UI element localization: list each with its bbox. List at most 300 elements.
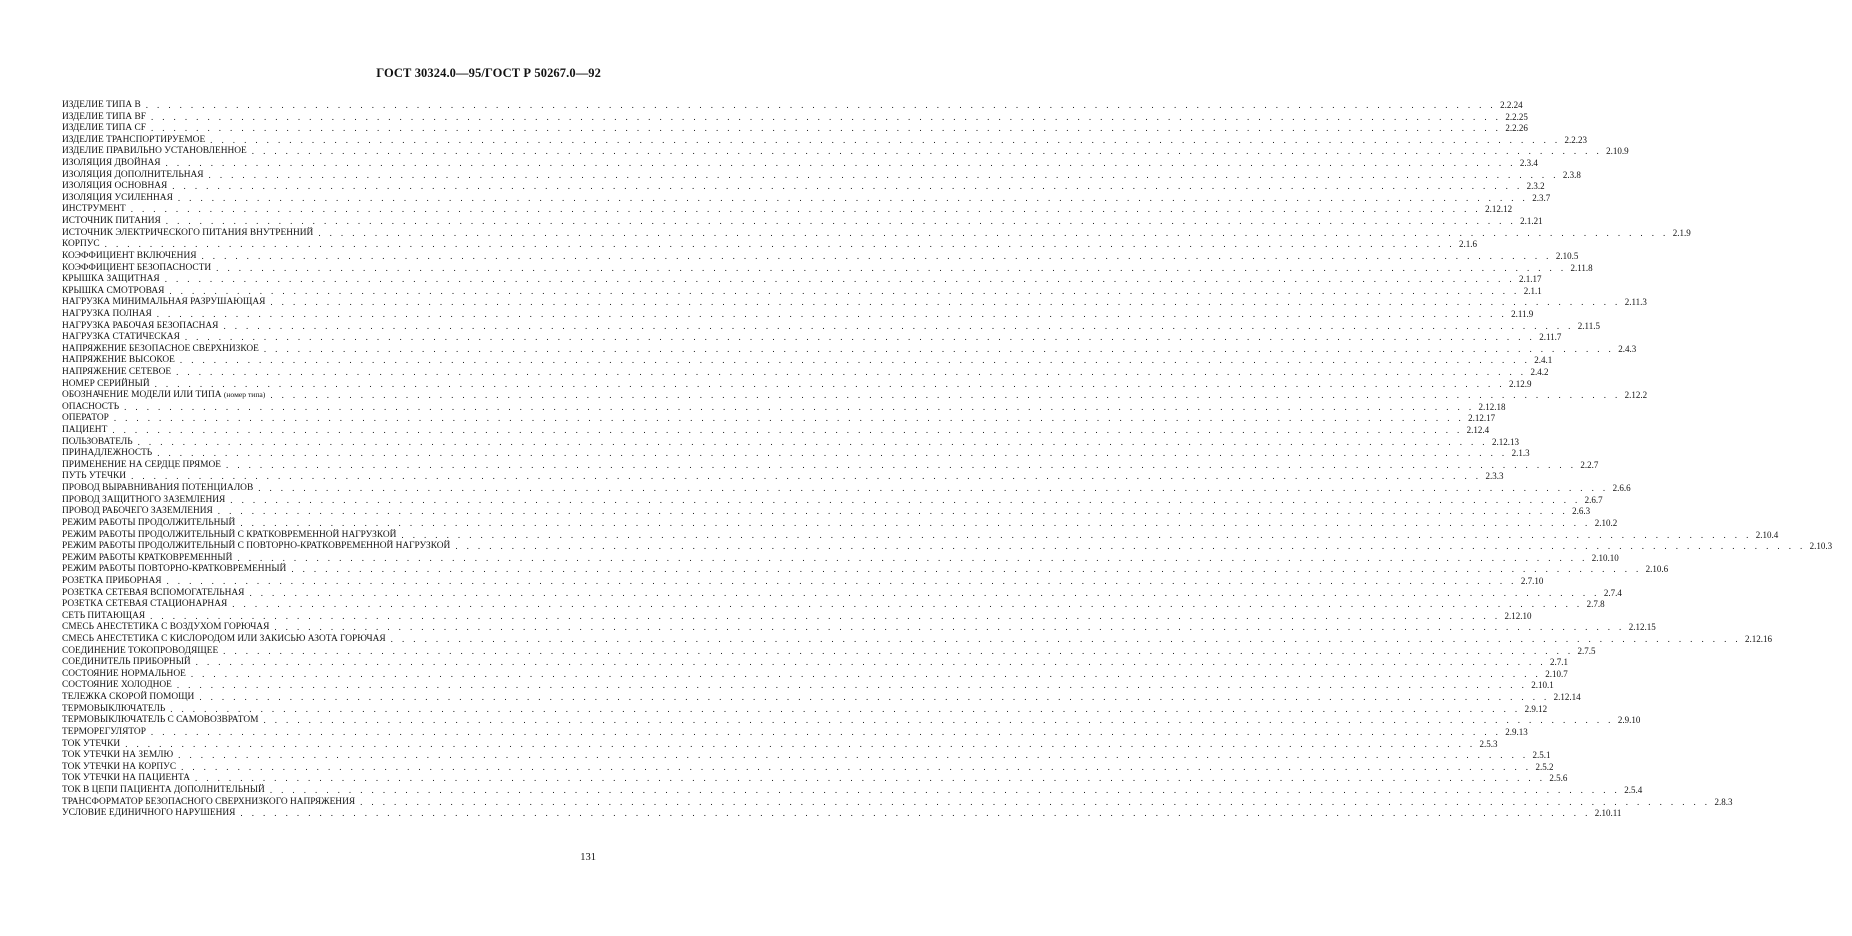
index-reference: 2.5.4: [1624, 784, 1643, 795]
index-term: [62, 146, 247, 158]
index-reference: 2.2.24: [1500, 99, 1523, 110]
index-term-text: НАГРУЗКА РАБОЧАЯ БЕЗОПАСНАЯ: [62, 320, 219, 331]
dot-leader: . . . . . . . . . . . . . . . . . . . . . . . . . . . . . . . . . . . . . . . . . . . . . . . . . . . . . . . . . . . . . . . . . . . . . . . . . . . . . . . . . . . . . . . . . . . . . . . . . . . . . . . . . . . . . . . . . . . . . . . .: [291, 564, 1642, 575]
dot-leader: . . . . . . . . . . . . . . . . . . . . . . . . . . . . . . . . . . . . . . . . . . . . . . . . . . . . . . . . . . . . . . . . . . . . . . . . . . . . . . . . . . . . . . . . . . . . . . . . . . . . . . . . . . . . . . . . . . . . . . . .: [181, 761, 1532, 772]
index-term-text: СОСТОЯНИЕ НОРМАЛЬНОЕ: [62, 668, 186, 679]
index-term-text: ПРОВОД ВЫРАВНИВАНИЯ ПОТЕНЦИАЛОВ: [62, 483, 254, 494]
dot-leader: . . . . . . . . . . . . . . . . . . . . . . . . . . . . . . . . . . . . . . . . . . . . . . . . . . . . . . . . . . . . . . . . . . . . . . . . . . . . . . . . . . . . . . . . . . . . . . . . . . . . . . . . . . . . . . . . . . . . . . . .: [157, 448, 1508, 459]
index-entry: [62, 448, 1530, 460]
index-term-text: КОЭФФИЦИЕНТ ВКЛЮЧЕНИЯ: [62, 250, 197, 261]
index-term: [62, 785, 265, 797]
index-entry: [62, 773, 1568, 785]
index-term: [62, 355, 175, 367]
dot-leader: . . . . . . . . . . . . . . . . . . . . . . . . . . . . . . . . . . . . . . . . . . . . . . . . . . . . . . . . . . . . . . . . . . . . . . . . . . . . . . . . . . . . . . . . . . . . . . . . . . . . . . . . . . . . . . . . . . . . . . . .: [401, 529, 1752, 540]
dot-leader: . . . . . . . . . . . . . . . . . . . . . . . . . . . . . . . . . . . . . . . . . . . . . . . . . . . . . . . . . . . . . . . . . . . . . . . . . . . . . . . . . . . . . . . . . . . . . . . . . . . . . . . . . . . . . . . . . . . . . . . .: [199, 692, 1550, 703]
index-reference: 2.3.8: [1562, 169, 1581, 180]
index-term: [62, 193, 173, 205]
index-term-text: СОСТОЯНИЕ ХОЛОДНОЕ: [62, 680, 172, 691]
dot-leader: . . . . . . . . . . . . . . . . . . . . . . . . . . . . . . . . . . . . . . . . . . . . . . . . . . . . . . . . . . . . . . . . . . . . . . . . . . . . . . . . . . . . . . . . . . . . . . . . . . . . . . . . . . . . . . . . . . . . . . . .: [154, 378, 1505, 389]
index-term-text: ИНСТРУМЕНТ: [62, 204, 126, 215]
index-term-text: НАПРЯЖЕНИЕ ВЫСОКОЕ: [62, 355, 175, 366]
index-reference: 2.4.3: [1618, 343, 1637, 354]
index-entry: [62, 761, 1554, 774]
dot-leader: . . . . . . . . . . . . . . . . . . . . . . . . . . . . . . . . . . . . . . . . . . . . . . . . . . . . . . . . . . . . . . . . . . . . . . . . . . . . . . . . . . . . . . . . . . . . . . . . . . . . . . . . . . . . . . . . . . . . . . . .: [177, 192, 1529, 203]
index-term-text: ИСТОЧНИК ЭЛЕКТРИЧЕСКОГО ПИТАНИЯ ВНУТРЕННИЙ: [62, 227, 314, 238]
index-reference: 2.3.3: [1485, 471, 1504, 482]
index-term-note: (номер типа): [223, 390, 266, 400]
index-entry: [62, 262, 1593, 275]
index-term-text: ТОК В ЦЕПИ ПАЦИЕНТА ДОПОЛНИТЕЛЬНЫЙ: [62, 784, 265, 795]
index-entry: [62, 796, 1733, 809]
index-term-text: ПРОВОД ЗАЩИТНОГО ЗАЗЕМЛЕНИЯ: [62, 494, 226, 505]
index-entry: [62, 99, 1523, 112]
index-entry: [62, 216, 1543, 228]
dot-leader: . . . . . . . . . . . . . . . . . . . . . . . . . . . . . . . . . . . . . . . . . . . . . . . . . . . . . . . . . . . . . . . . . . . . . . . . . . . . . . . . . . . . . . . . . . . . . . . . . . . . . . . . . . . . . . . . . . . . . . . .: [360, 796, 1711, 807]
index-reference: 2.12.4: [1466, 425, 1490, 436]
index-term: [62, 495, 225, 507]
index-term-text: ИСТОЧНИК ПИТАНИЯ: [62, 216, 161, 227]
index-reference: 2.2.25: [1505, 111, 1528, 122]
index-entry: [62, 367, 1549, 379]
index-term: [62, 135, 205, 147]
index-entry: [62, 703, 1548, 716]
dot-leader: . . . . . . . . . . . . . . . . . . . . . . . . . . . . . . . . . . . . . . . . . . . . . . . . . . . . . . . . . . . . . . . . . . . . . . . . . . . . . . . . . . . . . . . . . . . . . . . . . . . . . . . . . . . . . . . . . . . . . . . .: [232, 599, 1583, 610]
index-entry: [62, 541, 1833, 553]
index-entry: [62, 483, 1631, 495]
dot-leader: . . . . . . . . . . . . . . . . . . . . . . . . . . . . . . . . . . . . . . . . . . . . . . . . . . . . . . . . . . . . . . . . . . . . . . . . . . . . . . . . . . . . . . . . . . . . . . . . . . . . . . . . . . . . . . . . . . . . . . . .: [169, 285, 1520, 296]
document-header: ГОСТ 30324.0—95/ГОСТ Р 50267.0—92: [376, 66, 601, 80]
index-term: [62, 808, 235, 820]
index-entry: [62, 668, 1568, 681]
dot-leader: . . . . . . . . . . . . . . . . . . . . . . . . . . . . . . . . . . . . . . . . . . . . . . . . . . . . . . . . . . . . . . . . . . . . . . . . . . . . . . . . . . . . . . . . . . . . . . . . . . . . . . . . . . . . . . . . . . . . . . . .: [201, 250, 1552, 261]
index-term-text: ТЕРМОВЫКЛЮЧАТЕЛЬ С САМОВОЗВРАТОМ: [62, 715, 259, 726]
index-term-text: НОМЕР СЕРИЙНЫЙ: [62, 378, 150, 389]
dot-leader: . . . . . . . . . . . . . . . . . . . . . . . . . . . . . . . . . . . . . . . . . . . . . . . . . . . . . . . . . . . . . . . . . . . . . . . . . . . . . . . . . . . . . . . . . . . . . . . . . . . . . . . . . . . . . . . . . . . . . . . .: [145, 99, 1497, 110]
index-entry: [62, 204, 1513, 216]
index-term: [62, 216, 161, 228]
index-term-text: СМЕСЬ АНЕСТЕТИКА С ВОЗДУХОМ ГОРЮЧАЯ: [62, 622, 270, 633]
index-reference: 2.12.10: [1504, 610, 1532, 621]
page-number: 131: [580, 852, 596, 863]
index-term: [62, 727, 146, 739]
dot-leader: . . . . . . . . . . . . . . . . . . . . . . . . . . . . . . . . . . . . . . . . . . . . . . . . . . . . . . . . . . . . . . . . . . . . . . . . . . . . . . . . . . . . . . . . . . . . . . . . . . . . . . . . . . . . . . . . . . . . . . . .: [113, 413, 1465, 424]
dot-leader: . . . . . . . . . . . . . . . . . . . . . . . . . . . . . . . . . . . . . . . . . . . . . . . . . . . . . . . . . . . . . . . . . . . . . . . . . . . . . . . . . . . . . . . . . . . . . . . . . . . . . . . . . . . . . . . . . . . . . . . .: [164, 274, 1516, 285]
dot-leader: . . . . . . . . . . . . . . . . . . . . . . . . . . . . . . . . . . . . . . . . . . . . . . . . . . . . . . . . . . . . . . . . . . . . . . . . . . . . . . . . . . . . . . . . . . . . . . . . . . . . . . . . . . . . . . . . . . . . . . . .: [172, 181, 1523, 192]
index-reference: 2.10.7: [1545, 668, 1568, 679]
index-entry: [62, 181, 1545, 193]
index-term-text: ПРИМЕНЕНИЕ НА СЕРДЦЕ ПРЯМОЕ: [62, 459, 222, 470]
index-entry: [62, 158, 1538, 170]
index-reference: 2.11.5: [1577, 320, 1600, 331]
index-term: [62, 680, 172, 692]
index-reference: 2.11.3: [1624, 297, 1647, 308]
dot-leader: . . . . . . . . . . . . . . . . . . . . . . . . . . . . . . . . . . . . . . . . . . . . . . . . . . . . . . . . . . . . . . . . . . . . . . . . . . . . . . . . . . . . . . . . . . . . . . . . . . . . . . . . . . . . . . . . . . . . . . . .: [223, 645, 1574, 656]
index-reference: 2.11.7: [1539, 332, 1562, 343]
dot-leader: . . . . . . . . . . . . . . . . . . . . . . . . . . . . . . . . . . . . . . . . . . . . . . . . . . . . . . . . . . . . . . . . . . . . . . . . . . . . . . . . . . . . . . . . . . . . . . . . . . . . . . . . . . . . . . . . . . . . . . . .: [156, 308, 1508, 319]
index-reference: 2.10.11: [1594, 808, 1622, 819]
index-reference: 2.5.1: [1532, 750, 1551, 761]
index-term-text: ИЗОЛЯЦИЯ ОСНОВНАЯ: [62, 181, 168, 192]
index-entry: [62, 471, 1504, 484]
index-reference: 2.9.10: [1617, 715, 1641, 726]
index-reference: 2.2.7: [1580, 459, 1599, 470]
index-term-text: ИЗОЛЯЦИЯ УСИЛЕННАЯ: [62, 192, 173, 203]
index-term: [62, 239, 100, 251]
dot-leader: . . . . . . . . . . . . . . . . . . . . . . . . . . . . . . . . . . . . . . . . . . . . . . . . . . . . . . . . . . . . . . . . . . . . . . . . . . . . . . . . . . . . . . . . . . . . . . . . . . . . . . . . . . . . . . . . . . . . . . . .: [150, 123, 1502, 134]
index-term: [62, 367, 171, 379]
index-term: [62, 657, 191, 669]
dot-leader: . . . . . . . . . . . . . . . . . . . . . . . . . . . . . . . . . . . . . . . . . . . . . . . . . . . . . . . . . . . . . . . . . . . . . . . . . . . . . . . . . . . . . . . . . . . . . . . . . . . . . . . . . . . . . . . . . . . . . . . .: [179, 355, 1531, 366]
index-term: [62, 750, 173, 762]
dot-leader: . . . . . . . . . . . . . . . . . . . . . . . . . . . . . . . . . . . . . . . . . . . . . . . . . . . . . . . . . . . . . . . . . . . . . . . . . . . . . . . . . . . . . . . . . . . . . . . . . . . . . . . . . . . . . . . . . . . . . . . .: [112, 425, 1463, 436]
index-reference: 2.2.26: [1505, 123, 1528, 134]
index-term: [62, 576, 161, 588]
index-reference: 2.6.3: [1572, 506, 1591, 517]
index-reference: 2.12.18: [1478, 401, 1506, 412]
index-term-text: РЕЖИМ РАБОТЫ ПОВТОРНО-КРАТКОВРЕМЕННЫЙ: [62, 564, 287, 575]
index-term-text: РОЗЕТКА СЕТЕВАЯ ВСПОМОГАТЕЛЬНАЯ: [62, 587, 245, 598]
index-term: [62, 471, 126, 483]
index-term: [62, 228, 313, 240]
index-term: [62, 634, 386, 646]
index-term: [62, 518, 235, 530]
dot-leader: . . . . . . . . . . . . . . . . . . . . . . . . . . . . . . . . . . . . . . . . . . . . . . . . . . . . . . . . . . . . . . . . . . . . . . . . . . . . . . . . . . . . . . . . . . . . . . . . . . . . . . . . . . . . . . . . . . . . . . . .: [165, 158, 1516, 169]
index-term: [62, 263, 211, 275]
index-term: [62, 158, 161, 170]
index-reference: 2.12.9: [1508, 378, 1532, 389]
index-term-text: РЕЖИМ РАБОТЫ ПРОДОЛЖИТЕЛЬНЫЙ: [62, 517, 236, 528]
index-reference: 2.6.7: [1584, 494, 1603, 505]
index-reference: 2.10.4: [1755, 529, 1779, 540]
index-term: [62, 309, 152, 321]
index-term-text: КРЫШКА СМОТРОВАЯ: [62, 285, 165, 296]
index-reference: 2.3.2: [1526, 181, 1545, 192]
index-reference: 2.3.4: [1519, 158, 1538, 169]
index-term: [62, 332, 180, 344]
index-term-text: ТОК УТЕЧКИ НА КОРПУС: [62, 761, 177, 772]
index-term: [62, 506, 213, 518]
dot-leader: . . . . . . . . . . . . . . . . . . . . . . . . . . . . . . . . . . . . . . . . . . . . . . . . . . . . . . . . . . . . . . . . . . . . . . . . . . . . . . . . . . . . . . . . . . . . . . . . . . . . . . . . . . . . . . . . . . . . . . . .: [137, 436, 1488, 447]
dot-leader: . . . . . . . . . . . . . . . . . . . . . . . . . . . . . . . . . . . . . . . . . . . . . . . . . . . . . . . . . . . . . . . . . . . . . . . . . . . . . . . . . . . . . . . . . . . . . . . . . . . . . . . . . . . . . . . . . . . . . . . .: [124, 401, 1475, 412]
index-term-text: ОПАСНОСТЬ: [62, 401, 120, 412]
dot-leader: . . . . . . . . . . . . . . . . . . . . . . . . . . . . . . . . . . . . . . . . . . . . . . . . . . . . . . . . . . . . . . . . . . . . . . . . . . . . . . . . . . . . . . . . . . . . . . . . . . . . . . . . . . . . . . . . . . . . . . . .: [104, 239, 1456, 250]
index-reference: 2.4.2: [1530, 367, 1549, 377]
index-entry: [62, 192, 1551, 205]
index-entry: [62, 146, 1629, 158]
index-entry: [62, 250, 1579, 263]
index-term: [62, 181, 167, 193]
index-term-text: ТРАНСФОРМАТОР БЕЗОПАСНОГО СВЕРХНИЗКОГО НАПРЯЖЕНИЯ: [62, 796, 356, 807]
index-term-text: КОЭФФИЦИЕНТ БЕЗОПАСНОСТИ: [62, 262, 212, 273]
dot-leader: . . . . . . . . . . . . . . . . . . . . . . . . . . . . . . . . . . . . . . . . . . . . . . . . . . . . . . . . . . . . . . . . . . . . . . . . . . . . . . . . . . . . . . . . . . . . . . . . . . . . . . . . . . . . . . . . . . . . . . . .: [195, 773, 1546, 784]
index-entry: [62, 784, 1643, 797]
index-term: [62, 297, 265, 309]
index-reference: 2.10.3: [1809, 541, 1833, 552]
index-reference: 2.2.23: [1564, 134, 1588, 145]
index-entry: [62, 680, 1554, 692]
index-entry: [62, 610, 1532, 623]
index-reference: 2.8.3: [1714, 796, 1733, 807]
index-reference: 2.3.7: [1532, 192, 1551, 203]
index-term-text: ТЕРМОРЕГУЛЯТОР: [62, 726, 146, 737]
dot-leader: . . . . . . . . . . . . . . . . . . . . . . . . . . . . . . . . . . . . . . . . . . . . . . . . . . . . . . . . . . . . . . . . . . . . . . . . . . . . . . . . . . . . . . . . . . . . . . . . . . . . . . . . . . . . . . . . . . . . . . . .: [274, 622, 1625, 633]
index-term: [62, 321, 218, 333]
dot-leader: . . . . . . . . . . . . . . . . . . . . . . . . . . . . . . . . . . . . . . . . . . . . . . . . . . . . . . . . . . . . . . . . . . . . . . . . . . . . . . . . . . . . . . . . . . . . . . . . . . . . . . . . . . . . . . . . . . . . . . . .: [165, 216, 1517, 227]
index-reference: 2.12.13: [1491, 436, 1519, 447]
index-reference: 2.1.3: [1511, 448, 1530, 459]
index-reference: 2.1.1: [1523, 285, 1542, 296]
index-term-text: ТОК УТЕЧКИ: [62, 738, 121, 749]
index-entry: [62, 459, 1599, 472]
index-term: [62, 564, 286, 576]
index-term-text: ИЗОЛЯЦИЯ ДОПОЛНИТЕЛЬНАЯ: [62, 169, 204, 180]
dot-leader: . . . . . . . . . . . . . . . . . . . . . . . . . . . . . . . . . . . . . . . . . . . . . . . . . . . . . . . . . . . . . . . . . . . . . . . . . . . . . . . . . . . . . . . . . . . . . . . . . . . . . . . . . . . . . . . . . . . . . . . .: [263, 343, 1615, 354]
index-reference: 2.12.14: [1553, 692, 1581, 703]
index-term: [62, 437, 133, 449]
index-entry: [62, 297, 1647, 309]
index-reference: 2.5.2: [1535, 761, 1554, 772]
dot-leader: . . . . . . . . . . . . . . . . . . . . . . . . . . . . . . . . . . . . . . . . . . . . . . . . . . . . . . . . . . . . . . . . . . . . . . . . . . . . . . . . . . . . . . . . . . . . . . . . . . . . . . . . . . . . . . . . . . . . . . . .: [270, 390, 1621, 401]
index-entry: [62, 634, 1773, 646]
dot-leader: . . . . . . . . . . . . . . . . . . . . . . . . . . . . . . . . . . . . . . . . . . . . . . . . . . . . . . . . . . . . . . . . . . . . . . . . . . . . . . . . . . . . . . . . . . . . . . . . . . . . . . . . . . . . . . . . . . . . . . . .: [210, 134, 1561, 145]
dot-leader: . . . . . . . . . . . . . . . . . . . . . . . . . . . . . . . . . . . . . . . . . . . . . . . . . . . . . . . . . . . . . . . . . . . . . . . . . . . . . . . . . . . . . . . . . . . . . . . . . . . . . . . . . . . . . . . . . . . . . . . .: [249, 587, 1600, 598]
index-term-text: ОПЕРАТОР: [62, 413, 109, 424]
index-term: [62, 100, 141, 112]
index-term: [62, 704, 165, 716]
index-entry: [62, 239, 1478, 251]
index-term: [62, 588, 244, 600]
index-term: [62, 402, 119, 414]
index-term-text: ПУТЬ УТЕЧКИ: [62, 471, 127, 482]
index-term-text: СОЕДИНЕНИЕ ТОКОПРОВОДЯЩЕЕ: [62, 645, 219, 656]
index-reference: 2.12.12: [1485, 204, 1513, 215]
index-reference: 2.1.6: [1459, 239, 1478, 250]
index-reference: 2.12.15: [1628, 622, 1656, 633]
index-term-text: РЕЖИМ РАБОТЫ КРАТКОВРЕМЕННЫЙ: [62, 552, 233, 563]
dot-leader: . . . . . . . . . . . . . . . . . . . . . . . . . . . . . . . . . . . . . . . . . . . . . . . . . . . . . . . . . . . . . . . . . . . . . . . . . . . . . . . . . . . . . . . . . . . . . . . . . . . . . . . . . . . . . . . . . . . . . . . .: [226, 459, 1577, 470]
index-term-text: РЕЖИМ РАБОТЫ ПРОДОЛЖИТЕЛЬНЫЙ С КРАТКОВРЕМЕННОЙ НАГРУЗКОЙ: [62, 529, 397, 540]
index-term-text: ПРИНАДЛЕЖНОСТЬ: [62, 448, 153, 459]
index-term-text: ТЕРМОВЫКЛЮЧАТЕЛЬ: [62, 703, 166, 714]
index-term-text: ОБОЗНАЧЕНИЕ МОДЕЛИ ИЛИ ТИПА: [62, 390, 222, 401]
index-term: [62, 344, 259, 356]
index-term-text: РОЗЕТКА ПРИБОРНАЯ: [62, 575, 162, 586]
index-reference: 2.11.9: [1511, 308, 1534, 319]
index-entry: [62, 320, 1600, 333]
index-term: [62, 622, 269, 634]
dot-leader: . . . . . . . . . . . . . . . . . . . . . . . . . . . . . . . . . . . . . . . . . . . . . . . . . . . . . . . . . . . . . . . . . . . . . . . . . . . . . . . . . . . . . . . . . . . . . . . . . . . . . . . . . . . . . . . . . . . . . . . .: [178, 750, 1529, 761]
index-reference: 2.10.1: [1531, 680, 1554, 691]
index-term: [62, 286, 164, 298]
dot-leader: . . . . . . . . . . . . . . . . . . . . . . . . . . . . . . . . . . . . . . . . . . . . . . . . . . . . . . . . . . . . . . . . . . . . . . . . . . . . . . . . . . . . . . . . . . . . . . . . . . . . . . . . . . . . . . . . . . . . . . . .: [130, 204, 1482, 215]
dot-leader: . . . . . . . . . . . . . . . . . . . . . . . . . . . . . . . . . . . . . . . . . . . . . . . . . . . . . . . . . . . . . . . . . . . . . . . . . . . . . . . . . . . . . . . . . . . . . . . . . . . . . . . . . . . . . . . . . . . . . . . .: [150, 610, 1501, 621]
index-term-text: ИЗДЕЛИЕ ТИПА CF: [62, 123, 146, 134]
index-term-text: ТЕЛЕЖКА СКОРОЙ ПОМОЩИ: [62, 692, 195, 703]
index-reference: 2.1.21: [1520, 216, 1543, 227]
index-reference: 2.10.2: [1594, 517, 1618, 528]
dot-leader: . . . . . . . . . . . . . . . . . . . . . . . . . . . . . . . . . . . . . . . . . . . . . . . . . . . . . . . . . . . . . . . . . . . . . . . . . . . . . . . . . . . . . . . . . . . . . . . . . . . . . . . . . . . . . . . . . . . . . . . .: [150, 726, 1502, 737]
index-entry: [62, 111, 1528, 124]
index-term: [62, 204, 126, 216]
index-term-text: НАГРУЗКА СТАТИЧЕСКАЯ: [62, 332, 180, 343]
index-reference: 2.10.5: [1555, 250, 1579, 261]
index-term: [62, 797, 355, 809]
dot-leader: . . . . . . . . . . . . . . . . . . . . . . . . . . . . . . . . . . . . . . . . . . . . . . . . . . . . . . . . . . . . . . . . . . . . . . . . . . . . . . . . . . . . . . . . . . . . . . . . . . . . . . . . . . . . . . . . . . . . . . . .: [318, 227, 1669, 238]
index-reference: 2.7.4: [1603, 587, 1622, 598]
index-entry: [62, 308, 1534, 321]
index-entry: [62, 494, 1603, 507]
index-term-text: СЕТЬ ПИТАЮЩАЯ: [62, 610, 146, 621]
dot-leader: . . . . . . . . . . . . . . . . . . . . . . . . . . . . . . . . . . . . . . . . . . . . . . . . . . . . . . . . . . . . . . . . . . . . . . . . . . . . . . . . . . . . . . . . . . . . . . . . . . . . . . . . . . . . . . . . . . . . . . . .: [269, 784, 1621, 795]
index-reference: 2.5.6: [1549, 773, 1568, 784]
index-reference: 2.10.9: [1606, 146, 1629, 157]
dot-leader: . . . . . . . . . . . . . . . . . . . . . . . . . . . . . . . . . . . . . . . . . . . . . . . . . . . . . . . . . . . . . . . . . . . . . . . . . . . . . . . . . . . . . . . . . . . . . . . . . . . . . . . . . . . . . . . . . . . . . . . .: [223, 320, 1574, 331]
index-entry: [62, 726, 1528, 739]
dot-leader: . . . . . . . . . . . . . . . . . . . . . . . . . . . . . . . . . . . . . . . . . . . . . . . . . . . . . . . . . . . . . . . . . . . . . . . . . . . . . . . . . . . . . . . . . . . . . . . . . . . . . . . . . . . . . . . . . . . . . . . .: [230, 494, 1581, 505]
index-term: [62, 739, 120, 751]
index-term: [62, 413, 109, 425]
index-term-text: ИЗОЛЯЦИЯ ДВОЙНАЯ: [62, 158, 161, 169]
index-reference: 2.9.12: [1524, 703, 1548, 714]
index-reference: 2.7.8: [1586, 599, 1605, 610]
dot-leader: . . . . . . . . . . . . . . . . . . . . . . . . . . . . . . . . . . . . . . . . . . . . . . . . . . . . . . . . . . . . . . . . . . . . . . . . . . . . . . . . . . . . . . . . . . . . . . . . . . . . . . . . . . . . . . . . . . . . . . . .: [166, 575, 1517, 586]
index-entry: [62, 436, 1519, 449]
index-term-text: ТОК УТЕЧКИ НА ЗЕМЛЮ: [62, 750, 174, 761]
index-entry: [62, 517, 1618, 530]
index-entry: [62, 529, 1779, 542]
dot-leader: . . . . . . . . . . . . . . . . . . . . . . . . . . . . . . . . . . . . . . . . . . . . . . . . . . . . . . . . . . . . . . . . . . . . . . . . . . . . . . . . . . . . . . . . . . . . . . . . . . . . . . . . . . . . . . . . . . . . . . . .: [176, 367, 1527, 377]
index-term: [62, 762, 176, 774]
index-term: [62, 425, 107, 437]
index-term-text: ПОЛЬЗОВАТЕЛЬ: [62, 436, 133, 447]
index-entry: [62, 343, 1637, 356]
index-entry: [62, 227, 1691, 240]
dot-leader: . . . . . . . . . . . . . . . . . . . . . . . . . . . . . . . . . . . . . . . . . . . . . . . . . . . . . . . . . . . . . . . . . . . . . . . . . . . . . . . . . . . . . . . . . . . . . . . . . . . . . . . . . . . . . . . . . . . . . . . .: [216, 262, 1567, 273]
index-entry: [62, 413, 1496, 425]
dot-leader: . . . . . . . . . . . . . . . . . . . . . . . . . . . . . . . . . . . . . . . . . . . . . . . . . . . . . . . . . . . . . . . . . . . . . . . . . . . . . . . . . . . . . . . . . . . . . . . . . . . . . . . . . . . . . . . . . . . . . . . .: [237, 552, 1588, 563]
index-term: [62, 170, 204, 182]
dot-leader: . . . . . . . . . . . . . . . . . . . . . . . . . . . . . . . . . . . . . . . . . . . . . . . . . . . . . . . . . . . . . . . . . . . . . . . . . . . . . . . . . . . . . . . . . . . . . . . . . . . . . . . . . . . . . . . . . . . . . . . .: [131, 471, 1482, 482]
dot-leader: . . . . . . . . . . . . . . . . . . . . . . . . . . . . . . . . . . . . . . . . . . . . . . . . . . . . . . . . . . . . . . . . . . . . . . . . . . . . . . . . . . . . . . . . . . . . . . . . . . . . . . . . . . . . . . . . . . . . . . . .: [270, 297, 1621, 308]
index-term-text: ИЗДЕЛИЕ ТРАНСПОРТИРУЕМОЕ: [62, 134, 206, 145]
term-index: [62, 99, 1833, 820]
index-term-text: РЕЖИМ РАБОТЫ ПРОДОЛЖИТЕЛЬНЫЙ С ПОВТОРНО-КРАТКОВРЕМЕННОЙ НАГРУЗКОЙ: [62, 541, 451, 552]
dot-leader: . . . . . . . . . . . . . . . . . . . . . . . . . . . . . . . . . . . . . . . . . . . . . . . . . . . . . . . . . . . . . . . . . . . . . . . . . . . . . . . . . . . . . . . . . . . . . . . . . . . . . . . . . . . . . . . . . . . . . . . .: [258, 483, 1609, 494]
index-entry: [62, 564, 1669, 576]
index-term: [62, 112, 146, 124]
index-entry: [62, 575, 1544, 588]
dot-leader: . . . . . . . . . . . . . . . . . . . . . . . . . . . . . . . . . . . . . . . . . . . . . . . . . . . . . . . . . . . . . . . . . . . . . . . . . . . . . . . . . . . . . . . . . . . . . . . . . . . . . . . . . . . . . . . . . . . . . . . .: [190, 668, 1542, 679]
index-term-text: УСЛОВИЕ ЕДИНИЧНОГО НАРУШЕНИЯ: [62, 808, 236, 819]
index-reference: 2.7.10: [1520, 575, 1544, 586]
index-entry: [62, 332, 1562, 344]
index-entry: [62, 622, 1656, 634]
index-term-text: ТОК УТЕЧКИ НА ПАЦИЕНТА: [62, 773, 191, 784]
index-entry: [62, 285, 1542, 298]
dot-leader: . . . . . . . . . . . . . . . . . . . . . . . . . . . . . . . . . . . . . . . . . . . . . . . . . . . . . . . . . . . . . . . . . . . . . . . . . . . . . . . . . . . . . . . . . . . . . . . . . . . . . . . . . . . . . . . . . . . . . . . .: [240, 808, 1591, 819]
index-term-text: НАГРУЗКА МИНИМАЛЬНАЯ РАЗРУШАЮЩАЯ: [62, 297, 266, 308]
index-entry: [62, 599, 1605, 611]
index-term: [62, 483, 253, 495]
index-term-text: ИЗДЕЛИЕ ТИПА В: [62, 99, 141, 110]
dot-leader: . . . . . . . . . . . . . . . . . . . . . . . . . . . . . . . . . . . . . . . . . . . . . . . . . . . . . . . . . . . . . . . . . . . . . . . . . . . . . . . . . . . . . . . . . . . . . . . . . . . . . . . . . . . . . . . . . . . . . . . .: [150, 111, 1502, 122]
index-reference: 2.10.10: [1591, 552, 1619, 563]
dot-leader: . . . . . . . . . . . . . . . . . . . . . . . . . . . . . . . . . . . . . . . . . . . . . . . . . . . . . . . . . . . . . . . . . . . . . . . . . . . . . . . . . . . . . . . . . . . . . . . . . . . . . . . . . . . . . . . . . . . . . . . .: [208, 169, 1559, 180]
dot-leader: . . . . . . . . . . . . . . . . . . . . . . . . . . . . . . . . . . . . . . . . . . . . . . . . . . . . . . . . . . . . . . . . . . . . . . . . . . . . . . . . . . . . . . . . . . . . . . . . . . . . . . . . . . . . . . . . . . . . . . . .: [195, 657, 1547, 668]
index-entry: [62, 738, 1498, 751]
index-reference: 2.4.1: [1534, 355, 1553, 366]
dot-leader: . . . . . . . . . . . . . . . . . . . . . . . . . . . . . . . . . . . . . . . . . . . . . . . . . . . . . . . . . . . . . . . . . . . . . . . . . . . . . . . . . . . . . . . . . . . . . . . . . . . . . . . . . . . . . . . . . . . . . . . .: [170, 703, 1521, 714]
index-term: [62, 599, 227, 611]
index-term-text: РОЗЕТКА СЕТЕВАЯ СТАЦИОНАРНАЯ: [62, 599, 228, 610]
index-term: [62, 251, 196, 263]
index-term: [62, 646, 218, 658]
dot-leader: . . . . . . . . . . . . . . . . . . . . . . . . . . . . . . . . . . . . . . . . . . . . . . . . . . . . . . . . . . . . . . . . . . . . . . . . . . . . . . . . . . . . . . . . . . . . . . . . . . . . . . . . . . . . . . . . . . . . . . . .: [390, 634, 1742, 645]
dot-leader: . . . . . . . . . . . . . . . . . . . . . . . . . . . . . . . . . . . . . . . . . . . . . . . . . . . . . . . . . . . . . . . . . . . . . . . . . . . . . . . . . . . . . . . . . . . . . . . . . . . . . . . . . . . . . . . . . . . . . . . .: [176, 680, 1528, 691]
index-term: [62, 611, 145, 623]
index-term: [62, 530, 396, 542]
dot-leader: . . . . . . . . . . . . . . . . . . . . . . . . . . . . . . . . . . . . . . . . . . . . . . . . . . . . . . . . . . . . . . . . . . . . . . . . . . . . . . . . . . . . . . . . . . . . . . . . . . . . . . . . . . . . . . . . . . . . . . . .: [125, 738, 1476, 749]
index-term-text: НАГРУЗКА ПОЛНАЯ: [62, 308, 152, 319]
index-term-text: КОРПУС: [62, 239, 100, 250]
dot-leader: . . . . . . . . . . . . . . . . . . . . . . . . . . . . . . . . . . . . . . . . . . . . . . . . . . . . . . . . . . . . . . . . . . . . . . . . . . . . . . . . . . . . . . . . . . . . . . . . . . . . . . . . . . . . . . . . . . . . . . . .: [251, 146, 1603, 157]
index-term: [62, 541, 450, 553]
index-entry: [62, 645, 1596, 658]
index-reference: 2.12.16: [1745, 634, 1773, 645]
index-reference: 2.1.17: [1519, 274, 1542, 285]
index-entry: [62, 657, 1569, 669]
index-entry: [62, 587, 1622, 600]
index-term-text: СОЕДИНИТЕЛЬ ПРИБОРНЫЙ: [62, 657, 191, 668]
index-term: [62, 123, 146, 135]
index-term-text: СМЕСЬ АНЕСТЕТИКА С КИСЛОРОДОМ ИЛИ ЗАКИСЬЮ АЗОТА ГОРЮЧАЯ: [62, 634, 386, 645]
index-reference: 2.9.13: [1505, 726, 1528, 737]
index-entry: [62, 401, 1506, 414]
index-term-text: ИЗДЕЛИЕ ТИПА BF: [62, 111, 146, 122]
index-entry: [62, 123, 1528, 135]
index-term: [62, 448, 152, 460]
index-term-text: ПРОВОД РАБОЧЕГО ЗАЗЕМЛЕНИЯ: [62, 506, 213, 517]
index-term-text: НАПРЯЖЕНИЕ БЕЗОПАСНОЕ СВЕРХНИЗКОЕ: [62, 343, 259, 354]
index-reference: 2.12.17: [1468, 413, 1496, 424]
index-entry: [62, 134, 1588, 147]
index-reference: 2.7.1: [1550, 657, 1569, 668]
index-entry: [62, 425, 1490, 437]
index-term: [62, 553, 232, 565]
index-reference: 2.12.2: [1624, 390, 1648, 401]
index-reference: 2.5.3: [1479, 738, 1498, 749]
index-term: [62, 692, 194, 704]
dot-leader: . . . . . . . . . . . . . . . . . . . . . . . . . . . . . . . . . . . . . . . . . . . . . . . . . . . . . . . . . . . . . . . . . . . . . . . . . . . . . . . . . . . . . . . . . . . . . . . . . . . . . . . . . . . . . . . . . . . . . . . .: [240, 517, 1591, 528]
index-reference: 2.11.8: [1570, 262, 1593, 273]
index-entry: [62, 750, 1551, 762]
index-reference: 2.7.5: [1577, 645, 1596, 656]
dot-leader: . . . . . . . . . . . . . . . . . . . . . . . . . . . . . . . . . . . . . . . . . . . . . . . . . . . . . . . . . . . . . . . . . . . . . . . . . . . . . . . . . . . . . . . . . . . . . . . . . . . . . . . . . . . . . . . . . . . . . . . .: [263, 715, 1614, 726]
index-term-text: ИЗДЕЛИЕ ПРАВИЛЬНО УСТАНОВЛЕННОЕ: [62, 146, 247, 157]
dot-leader: . . . . . . . . . . . . . . . . . . . . . . . . . . . . . . . . . . . . . . . . . . . . . . . . . . . . . . . . . . . . . . . . . . . . . . . . . . . . . . . . . . . . . . . . . . . . . . . . . . . . . . . . . . . . . . . . . . . . . . . .: [217, 506, 1569, 517]
index-reference: 2.1.9: [1672, 227, 1691, 238]
index-term-text: НАПРЯЖЕНИЕ СЕТЕВОЕ: [62, 367, 172, 377]
index-entry: [62, 692, 1581, 704]
index-term: [62, 274, 160, 286]
index-entry: [62, 355, 1553, 367]
index-reference: 2.10.6: [1645, 564, 1669, 575]
index-entry: [62, 552, 1619, 565]
index-entry: [62, 390, 1648, 402]
index-entry: [62, 715, 1641, 727]
dot-leader: . . . . . . . . . . . . . . . . . . . . . . . . . . . . . . . . . . . . . . . . . . . . . . . . . . . . . . . . . . . . . . . . . . . . . . . . . . . . . . . . . . . . . . . . . . . . . . . . . . . . . . . . . . . . . . . . . . . . . . . .: [455, 541, 1806, 552]
dot-leader: . . . . . . . . . . . . . . . . . . . . . . . . . . . . . . . . . . . . . . . . . . . . . . . . . . . . . . . . . . . . . . . . . . . . . . . . . . . . . . . . . . . . . . . . . . . . . . . . . . . . . . . . . . . . . . . . . . . . . . . .: [184, 332, 1536, 343]
